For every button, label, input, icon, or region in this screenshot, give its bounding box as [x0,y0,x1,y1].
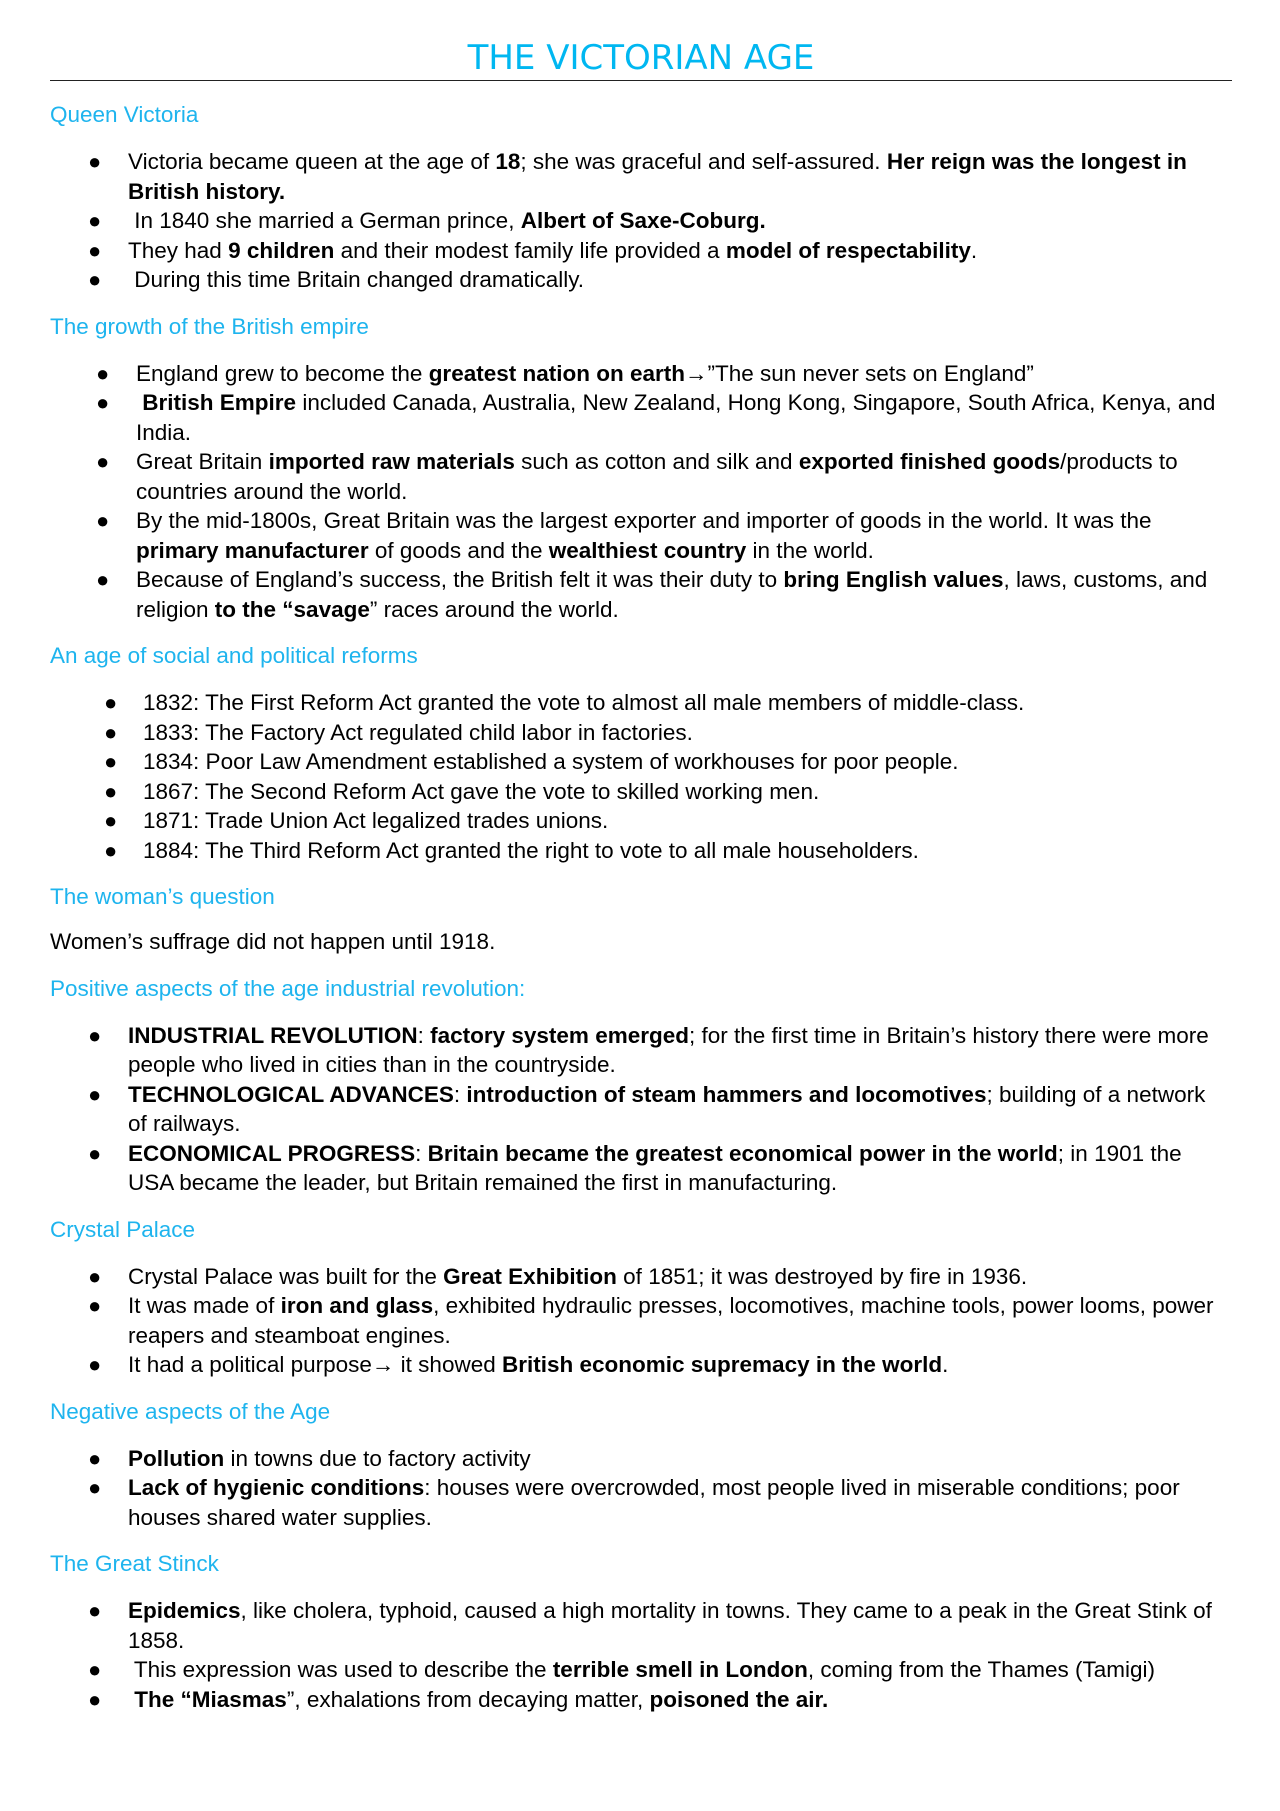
text-run: ; building of a network of railways. [128,1081,1206,1136]
text-run: It had a political purpose [128,1352,372,1377]
bullet-icon: ● [104,837,118,863]
text-run: It was made of [128,1293,281,1318]
text-run: In 1840 she married a German prince, [128,208,521,233]
bullet-icon: ● [88,149,102,174]
text-run: it showed [394,1352,502,1377]
bold-run: wealthiest country [548,537,747,563]
title-underline [50,80,1232,81]
text-run: ; she was graceful and self-assured. [520,149,887,174]
heading-negative-aspects: Negative aspects of the Age [50,1398,331,1424]
bold-run: Her reign was the longest in British history. [128,149,1187,204]
bold-run: to the “savage [214,596,370,622]
text-run: . [970,237,978,263]
bold-run: greatest nation on earth [428,360,685,386]
list-item [50,1473,1232,1532]
text-run: such as cotton and silk and [514,449,799,474]
text-run: . [942,1352,949,1377]
arrow-right-icon: → [684,360,708,386]
list-queen-victoria [50,147,1232,295]
list-item [50,447,1232,506]
bullet-icon: ● [96,390,110,415]
text-run: By the mid-1800s, Great Britain was the largest exporter and importer of goods in the world. It was the [136,508,1152,533]
text-run: 1867: The Second Reform Act gave the vote to skilled working men. [143,778,820,804]
list-negative-aspects [50,1444,1232,1533]
text-run: : [417,1022,431,1048]
paragraph-suffrage: Women’s suffrage did not happen until 1918. [50,929,496,954]
text-run: Because of England’s success, the British felt it was their duty to [136,567,784,592]
bold-run: model of respectability [725,237,971,263]
bold-run: primary manufacturer [136,537,369,563]
bold-run: terrible smell in London [552,1657,808,1682]
text-run: ” races around the world. [369,596,619,622]
bold-run: The “Miasmas [134,1686,287,1712]
list-item [50,1291,1232,1350]
text-run: Crystal Palace was built for the [128,1263,444,1289]
bold-run: 9 children [228,237,335,263]
list-item [50,236,1232,266]
text-run: 1884: The Third Reform Act granted the right to vote to all male householders. [143,837,919,863]
text-run: England grew to become the [136,360,429,386]
text-run: Victoria became queen at the age of [128,149,496,174]
bold-run: British Empire [142,390,297,415]
list-item [50,1080,1232,1139]
bullet-icon: ● [88,1598,102,1623]
text-run: Great Britain [136,449,269,474]
heading-crystal-palace: Crystal Palace [50,1216,196,1242]
list-item [50,506,1232,565]
list-item [50,1021,1232,1080]
arrow-right-icon: → [371,1352,395,1377]
list-great-stink [50,1596,1232,1714]
bullet-icon: ● [88,1081,102,1107]
text-run: : [453,1081,467,1107]
bullet-icon: ● [88,1022,102,1048]
list-item [50,1350,1232,1380]
bold-run: bring English values [783,567,1004,592]
bold-run: exported finished goods [798,449,1061,474]
bold-run: Britain became the greatest economical power in the world [427,1140,1058,1166]
bold-run: imported raw materials [268,449,515,474]
text-run: 1833: The Factory Act regulated child labor in factories. [143,719,693,745]
bullet-icon: ● [104,749,118,774]
list-item [50,1596,1232,1655]
bullet-icon: ● [104,778,118,804]
list-item [50,688,1232,718]
text-run: During this time Britain changed dramatically. [128,267,585,292]
heading-woman-question: The woman’s question [50,884,275,909]
bold-run: Epidemics [128,1598,241,1623]
list-item [50,206,1232,236]
list-british-empire [50,359,1232,625]
text-run: , coming from the Thames (Tamigi) [807,1657,1156,1682]
bold-run: 18 [495,149,521,174]
list-item [50,1262,1232,1292]
text-run: ”The sun never sets on England” [707,360,1034,386]
text-run: of goods and the [368,537,549,563]
bullet-icon: ● [88,1293,102,1318]
bold-run: INDUSTRIAL REVOLUTION [128,1022,418,1048]
bullet-icon: ● [88,1263,102,1289]
bullet-icon: ● [96,360,110,386]
bold-run: Lack of hygienic conditions [128,1475,425,1500]
list-item [50,147,1232,206]
bullet-icon: ● [88,1445,102,1471]
document-title: THE VICTORIAN AGE [467,38,815,78]
text-run: 1832: The First Reform Act granted the vote to almost all male members of middle-class. [143,690,1025,715]
bold-run: iron and glass [280,1293,434,1318]
bullet-icon: ● [88,1686,102,1712]
bullet-icon: ● [88,208,102,233]
list-item [50,1139,1232,1198]
list-positive-aspects [50,1021,1232,1198]
bold-run: British economic supremacy in the world [501,1352,943,1377]
list-item [50,747,1232,777]
bullet-icon: ● [96,567,110,592]
text-run: ; for the first time in Britain’s history there were more people who lived in cities than in the countryside. [128,1022,1209,1077]
list-item [50,836,1232,866]
list-item [50,1685,1232,1715]
bullet-icon: ● [104,808,118,833]
bullet-icon: ● [88,1140,102,1166]
heading-reforms: An age of social and political reforms [50,643,418,668]
heading-positive-aspects: Positive aspects of the age industrial revolution: [50,975,526,1001]
text-run: in the world. [746,537,874,563]
text-run: : [415,1140,428,1166]
text-run: , laws, customs, and religion [136,567,1208,622]
bullet-icon: ● [88,1657,102,1682]
text-run: ; in 1901 the USA became the leader, but Britain remained the first in manufacturing. [128,1140,1182,1195]
bullet-icon: ● [104,690,118,715]
bold-run: Albert of Saxe-Coburg. [520,208,766,233]
text-run: of 1851; it was destroyed by fire in 1936. [616,1263,1028,1289]
text-run: They had [128,237,229,263]
bold-run: poisoned the air. [649,1686,829,1712]
text-run: 1834: Poor Law Amendment established a system of workhouses for poor people. [143,749,959,774]
bullet-icon: ● [88,1475,102,1500]
bold-run: ECONOMICAL PROGRESS [128,1140,416,1166]
bullet-icon: ● [96,449,110,474]
list-item [50,777,1232,807]
bullet-icon: ● [104,719,118,745]
list-reforms [50,688,1232,865]
bold-run: Pollution [128,1445,225,1471]
list-item [50,1655,1232,1685]
list-item [50,718,1232,748]
list-item [50,265,1232,295]
text-run: 1871: Trade Union Act legalized trades unions. [143,808,609,833]
text-run: included Canada, Australia, New Zealand, Hong Kong, Singapore, South Africa, Kenya, and India. [136,390,1216,445]
list-item [50,388,1232,447]
bold-run: Great Exhibition [443,1263,617,1289]
bullet-icon: ● [88,237,102,263]
heading-queen-victoria: Queen Victoria [50,102,199,127]
text-run: /products to countries around the world. [136,449,1178,504]
text-run: in towns due to factory activity [224,1445,531,1471]
text-run: This expression was used to describe the [128,1657,553,1682]
list-item [50,565,1232,624]
list-item [50,359,1232,389]
heading-great-stink: The Great Stinck [50,1551,219,1576]
bullet-icon: ● [96,508,110,533]
list-item [50,1444,1232,1474]
heading-british-empire: The growth of the British empire [50,313,369,339]
text-run: , like cholera, typhoid, caused a high mortality in towns. They came to a peak in the Great Stink of 1858. [128,1598,1212,1653]
bold-run: factory system emerged [430,1022,689,1048]
bullet-icon: ● [88,1352,102,1377]
bullet-icon: ● [88,267,102,292]
list-crystal-palace [50,1262,1232,1380]
document-page [50,0,1232,1714]
text-run: , exhibited hydraulic presses, locomotives, machine tools, power looms, power reapers and steamboat engines. [128,1293,1214,1348]
text-run: ”, exhalations from decaying matter, [286,1686,650,1712]
text-run: : houses were overcrowded, most people lived in miserable conditions; poor houses shared water supplies. [128,1475,1180,1530]
bold-run: TECHNOLOGICAL ADVANCES [128,1081,454,1107]
list-item [50,806,1232,836]
text-run: and their modest family life provided a [334,237,726,263]
bold-run: introduction of steam hammers and locomotives [466,1081,987,1107]
